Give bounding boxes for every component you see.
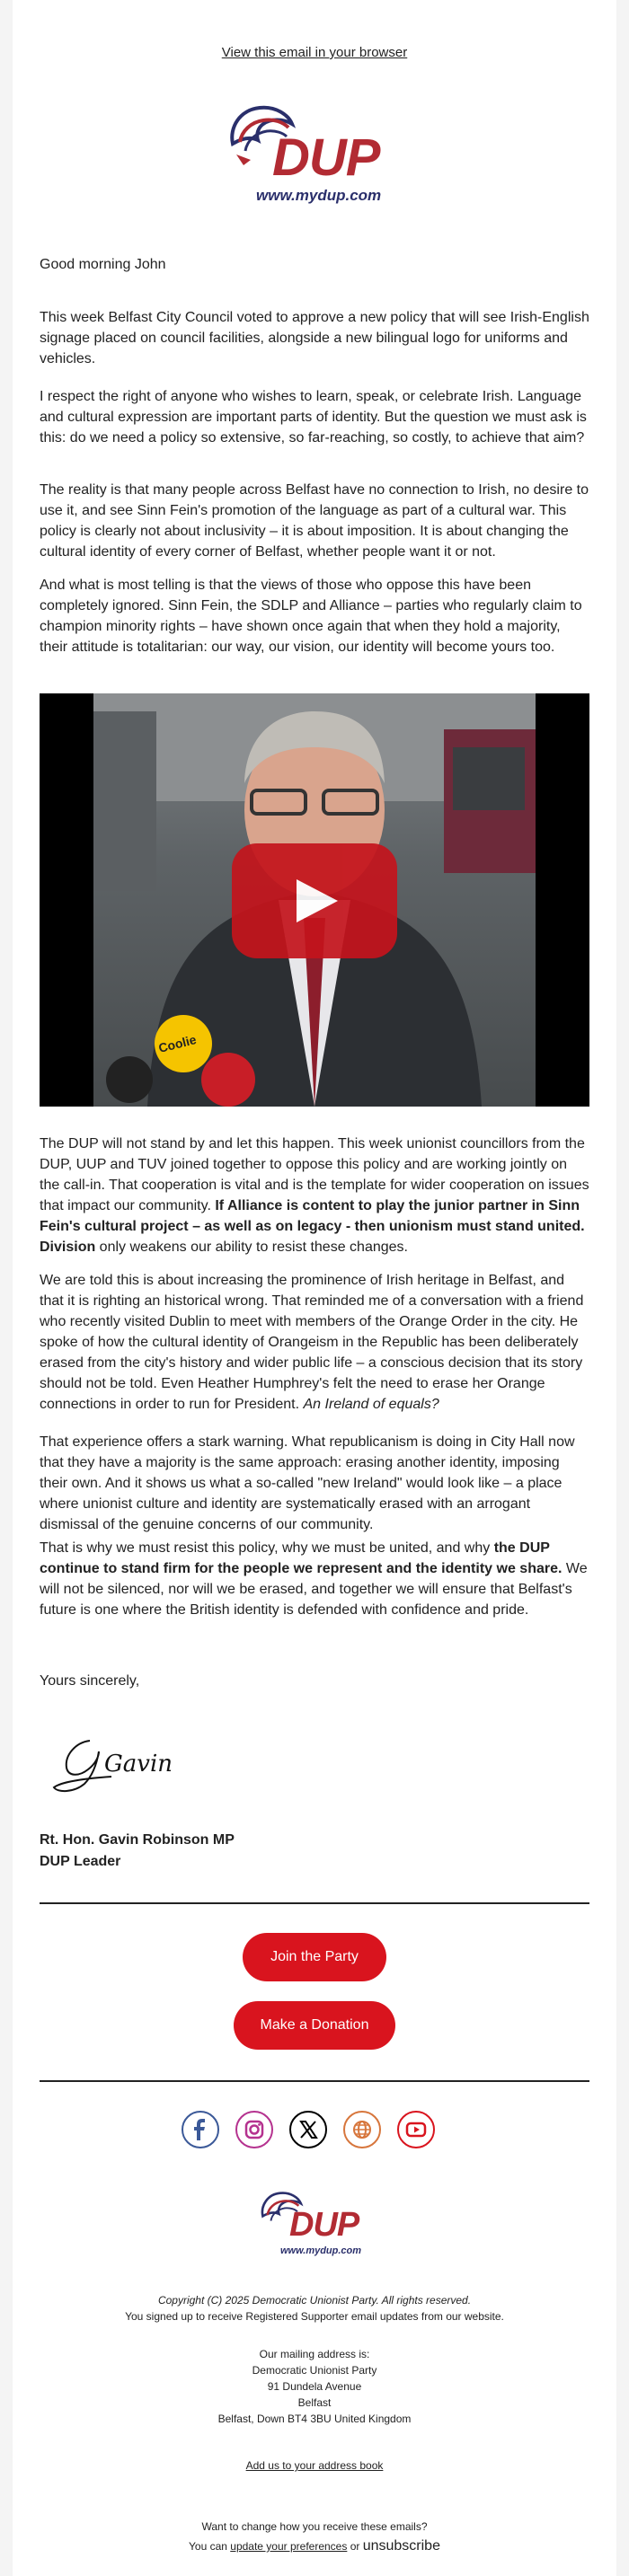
facebook-icon[interactable] (182, 2111, 219, 2148)
signup-notice: You signed up to receive Registered Supporter email updates from our website. (125, 2310, 504, 2323)
change-prompt: Want to change how you receive these emails? (201, 2520, 428, 2533)
dup-url: www.mydup.com (256, 187, 382, 204)
greeting: Good morning John (40, 257, 166, 272)
you-can-text: You can (189, 2540, 231, 2553)
paragraph-8-tail: We will not be silenced, nor will we be erased, and together we will ensure that Belfast's future is one where the British identity is defended with confidence and pride. (40, 1561, 588, 1618)
x-icon[interactable] (289, 2111, 327, 2148)
make-a-donation-button[interactable]: Make a Donation (234, 2001, 395, 2050)
microphone-label: Coolie (156, 1032, 199, 1055)
paragraph-8 (40, 1538, 589, 1620)
preferences-line (13, 2538, 616, 2554)
paragraph-5 (40, 1134, 589, 1257)
view-in-browser-link[interactable]: View this email in your browser (221, 45, 408, 60)
footer-dup-url: www.mydup.com (280, 2245, 362, 2256)
address-line-3: Belfast (297, 2396, 332, 2409)
instagram-icon[interactable] (235, 2111, 273, 2148)
divider-top (40, 1902, 589, 1904)
paragraph-2: I respect the right of anyone who wishes to learn, speak, or celebrate Irish. Language and cultural expression are important parts of identity. But the question we must ask is this: do we need a policy so extensive, so far-reaching, so costly, to achieve that aim? (40, 389, 587, 446)
paragraph-7: That experience offers a stark warning. What republicanism is doing in City Hall now that they have a majority is the same approach: erasing another identity, imposing their own. And it shows us what a so-called "new Ireland" would look like – a place where unionist culture and identity are systematically erased with an arrogant dismissal of the genuine concerns of our community. (40, 1434, 575, 1532)
globe-icon[interactable] (343, 2111, 381, 2148)
signatory-title: DUP Leader (40, 1854, 121, 1869)
copyright: Copyright (C) 2025 Democratic Unionist Party. All rights reserved. (157, 2294, 472, 2307)
address-book-link (13, 2459, 616, 2472)
footer-dup-wordmark: DUP (289, 2206, 359, 2244)
svg-text:Gavin: Gavin (104, 1751, 173, 1778)
footer-dup-logo[interactable] (257, 2188, 374, 2260)
dup-logo[interactable] (224, 101, 403, 208)
paragraph-6-italic: An Ireland of equals? (303, 1397, 439, 1412)
paragraph-8-text: That is why we must resist this policy, why we must be united, and why (40, 1540, 494, 1556)
update-preferences-link[interactable]: update your preferences (230, 2540, 348, 2553)
address-line-2: 91 Dundela Avenue (267, 2380, 362, 2393)
join-the-party-button[interactable]: Join the Party (243, 1933, 386, 1981)
paragraph-6-text: We are told this is about increasing the prominence of Irish heritage in Belfast, and that it is righting an historical wrong. That reminded me of a conversation with a friend who recently visited Dublin to meet with members of the Orange Order in the city. He spoke of how the cultural identity of Orangeism in the Republic has been deliberately erased from the city's history and wider public life – a conscious decision that its story should not be told. Even Heather Humphrey's felt the need to erase her Orange connections in order to run for President. (40, 1273, 584, 1412)
add-to-address-book-link[interactable]: Add us to your address book (245, 2459, 384, 2472)
dup-wordmark: DUP (272, 128, 380, 187)
address-line-4: Belfast, Down BT4 3BU United Kingdom (217, 2413, 412, 2425)
divider-bottom (40, 2080, 589, 2082)
paragraph-5-bold: If Alliance is content to play the junior partner in Sinn Fein's cultural project – as well as on legacy - then unionism must stand united. Division (40, 1198, 585, 1255)
signatory-name: Rt. Hon. Gavin Robinson MP (40, 1832, 235, 1848)
closing: Yours sincerely, (40, 1673, 140, 1689)
play-icon (232, 843, 397, 958)
address-line-1: Democratic Unionist Party (252, 2364, 377, 2377)
paragraph-5-text: The DUP will not stand by and let this happen. This week unionist councillors from the DUP, UUP and TUV joined together to oppose this policy and are working jointly on the call-in. That cooperation is vital and is the template for wider cooperation on issues that impact our community. (40, 1136, 589, 1213)
unsubscribe-link[interactable]: unsubscribe (362, 2538, 440, 2554)
paragraph-8-bold: the DUP continue to stand firm for the people we represent and the identity we share. (40, 1540, 563, 1576)
email-card (13, 0, 616, 2576)
play-button[interactable] (232, 843, 397, 958)
paragraph-4: And what is most telling is that the views of those who oppose this have been completely ignored. Sinn Fein, the SDLP and Alliance – parties who regularly claim to champion minority rights – have shown once again that when they hold a majority, their attitude is totalitarian: our way, our vision, our identity will become yours too. (40, 578, 582, 655)
paragraph-1: This week Belfast City Council voted to approve a new policy that will see Irish-English signage placed on council facilities, alongside a new bilingual logo for uniforms and vehicles. (40, 310, 589, 366)
mailing-label: Our mailing address is: (259, 2348, 370, 2360)
or-text: or (347, 2540, 363, 2553)
paragraph-3: The reality is that many people across Belfast have no connection to Irish, no desire to use it, and see Sinn Fein's promotion of the language as part of a cultural war. This policy is clearly not about inclusivity – it is about imposition. It is about changing the cultural identity of every corner of Belfast, whether people want it or not. (40, 482, 589, 560)
signature (49, 1725, 183, 1805)
youtube-icon[interactable] (397, 2111, 435, 2148)
paragraph-5-tail: only weakens our ability to resist these changes. (95, 1239, 408, 1255)
video-thumbnail[interactable] (40, 693, 589, 1107)
paragraph-6 (40, 1270, 589, 1415)
